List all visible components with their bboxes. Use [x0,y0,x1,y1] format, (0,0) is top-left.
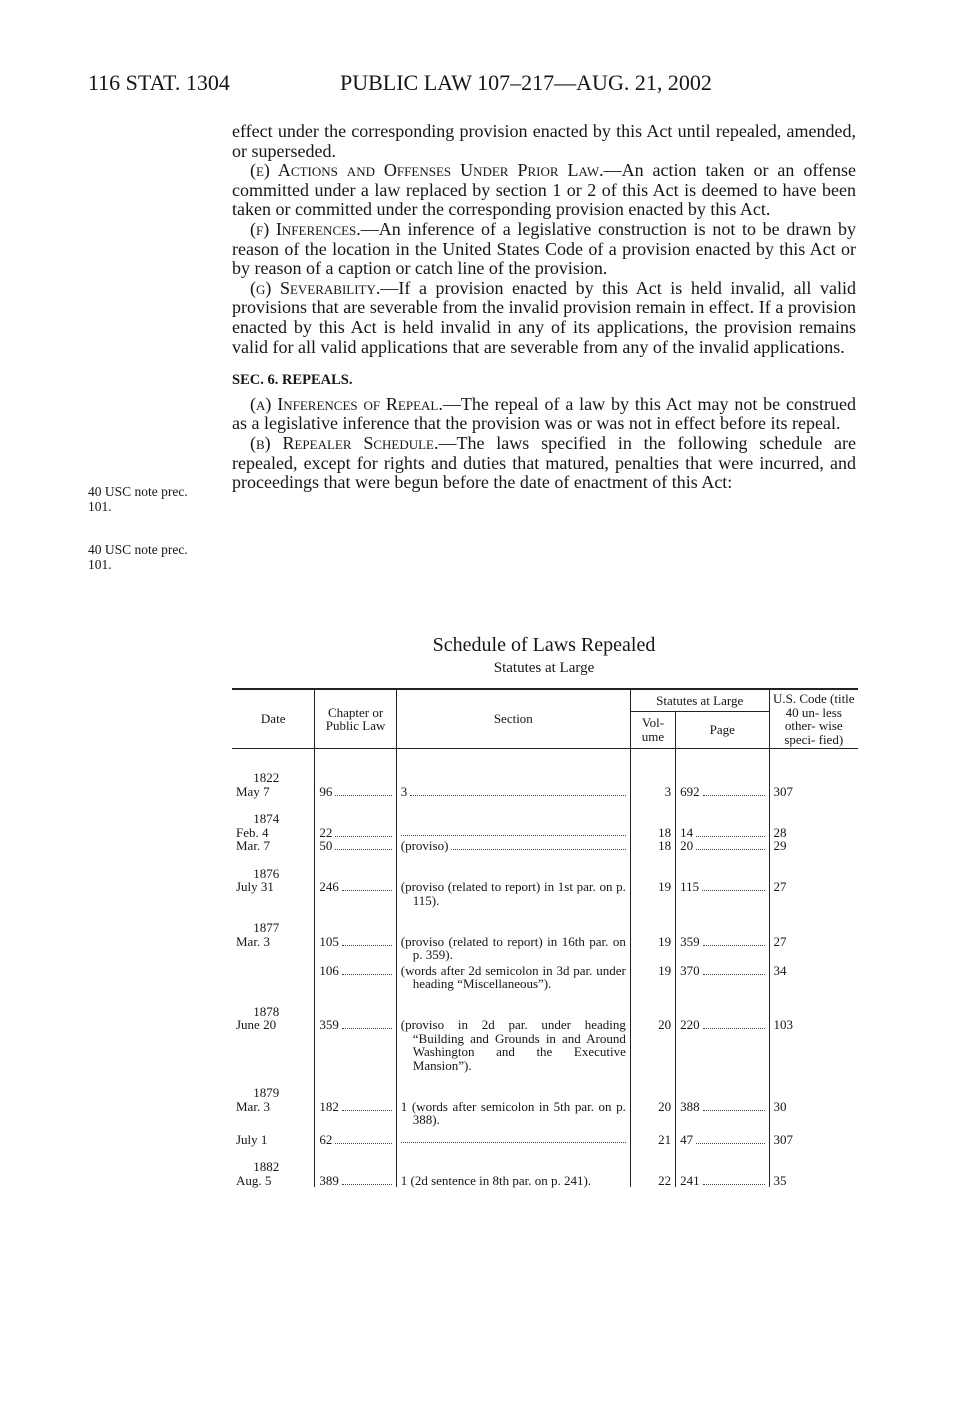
table-row [232,1160,858,1187]
row-year: 1876 [253,865,280,881]
row-chapter: 106 [319,962,339,978]
running-header [88,70,888,106]
row-usc: 27 [773,933,787,949]
row-page: 241 [680,1172,700,1188]
row-chapter: 62 [319,1131,333,1147]
row-chapter: 389 [319,1172,339,1188]
paragraph-f-heading: (f) Inferences. [250,218,361,239]
row-year: 1879 [253,1085,280,1100]
table-spacer [232,749,858,772]
public-law-title: PUBLIC LAW 107–217—AUG. 21, 2002 [340,70,712,95]
stat-page-number: 116 STAT. 1304 [88,70,230,95]
table-row [232,921,858,962]
paragraph-b-text: —The laws specified in the following schedule are repealed, except for rights and duties that matured, penalties that were incurred, and proceedings that were begun before the date of enactment of this Act: [232,432,856,493]
row-section: (words after 2d semicolon in 3d par. under heading “Miscellaneous”). [400,962,626,991]
row-date: Aug. 5 [236,1172,272,1188]
row-date: May 7 [236,783,270,799]
header-section: Section [396,689,630,749]
row-date: Feb. 4 [236,824,269,840]
row-volume: 20 [658,1017,672,1032]
row-date: July 1 [236,1131,268,1147]
row-year: 1878 [253,1003,280,1019]
row-section: 1 (words after semicolon in 5th par. on p. 388). [400,1098,626,1127]
paragraph-e-text: —An action taken or an offense committed under a law replaced by section 1 or 2 of this Act is deemed to have been taken or committed under the corresponding provision enacted by this Act. [232,160,856,220]
row-chapter: 246 [319,879,339,894]
paragraph-a [232,395,856,434]
row-usc: 28 [773,824,787,840]
row-date: Mar. 3 [236,1098,270,1114]
header-us-code: U.S. Code (title 40 un- less other- wise speci- fied) [769,689,858,749]
table-row [232,962,858,991]
row-page: 115 [680,879,700,894]
row-volume: 21 [658,1131,672,1147]
row-section: 3 [400,783,408,799]
row-date: July 31 [236,879,274,894]
paragraph-g-heading: (g) Severability. [250,277,381,298]
row-usc: 27 [773,879,787,894]
table-row [232,1086,858,1127]
table-row [232,1005,858,1073]
row-section: (proviso (related to report) in 1st par. on p. 115). [400,879,626,908]
paragraph-g [232,279,856,357]
row-section: (proviso) [400,838,449,853]
paragraph-e [232,161,856,220]
row-volume: 3 [664,783,672,799]
row-usc: 307 [773,1131,794,1147]
paragraph-a-heading: (a) Inferences of Repeal. [250,393,443,414]
table-header-row [232,689,858,711]
paragraph-e-heading: (e) Actions and Offenses Under Prior Law. [250,160,604,181]
header-date: Date [232,689,315,749]
row-page: 220 [680,1017,700,1032]
section-heading: SEC. 6. REPEALS. [232,372,353,389]
row-chapter: 96 [319,783,333,799]
row-usc: 35 [773,1172,787,1188]
row-volume: 22 [658,1172,672,1188]
table-row [232,839,858,853]
row-section: 1 (2d sentence in 8th par. on p. 241). [400,1172,592,1188]
header-volume: Vol- ume [630,711,675,748]
row-volume: 20 [658,1098,672,1114]
body-text [232,122,856,493]
header-page: Page [676,711,769,748]
row-page: 14 [680,824,694,840]
row-usc: 29 [773,838,787,853]
table-row [232,1127,858,1147]
row-volume: 19 [658,962,672,978]
row-volume: 18 [658,824,672,840]
table-row [232,867,858,908]
margin-note-1: 40 USC note prec. 101. [88,484,188,514]
row-date: Mar. 7 [236,838,270,853]
row-year: 1877 [253,920,280,935]
row-volume: 19 [658,879,672,894]
row-chapter: 105 [319,933,339,949]
row-usc: 34 [773,962,787,978]
row-page: 20 [680,838,694,853]
row-chapter: 182 [319,1098,339,1114]
margin-note-2: 40 USC note prec. 101. [88,542,188,572]
header-chapter: Chapter or Public Law [315,689,396,749]
row-volume: 19 [658,933,672,949]
row-year: 1874 [253,811,280,826]
row-volume: 18 [658,838,672,853]
paragraph-f-text: —An inference of a legislative construction is not to be drawn by reason of the location in the United States Code of a provision enacted by this Act or by reason of a caption or catch line of the provision. [232,218,856,279]
row-date: June 20 [236,1017,277,1032]
row-chapter: 359 [319,1017,339,1032]
schedule-subtitle: Statutes at Large [493,660,595,676]
paragraph-f [232,220,856,279]
row-page: 388 [680,1098,700,1114]
row-page: 370 [680,962,700,978]
paragraph-continuation: effect under the corresponding provision enacted by this Act until repealed, amended, or superseded. [232,121,856,161]
row-section: (proviso in 2d par. under heading “Building and Grounds in and Around Washington and the Executive Mansion”). [400,1017,626,1073]
paragraph-g-text: —If a provision enacted by this Act is held invalid, all valid provisions that are severable from the invalid provision remain in effect. If a provision enacted by this Act is held invalid in any of its applications, the provision remains valid for all valid applications that are severable from any of the invalid applications. [232,277,856,357]
table-row [232,771,858,798]
paragraph-b [232,434,856,493]
table-row [232,812,858,839]
paragraph-a-text: —The repeal of a law by this Act may not be construed as a legislative inference that the provision was or was not in effect before its repeal. [232,393,856,434]
paragraph-b-heading: (b) Repealer Schedule. [250,432,439,453]
row-section: (proviso (related to report) in 16th par. on p. 359). [400,933,626,962]
row-usc: 307 [773,783,794,799]
row-usc: 103 [773,1017,794,1032]
row-page: 47 [680,1131,694,1147]
row-usc: 30 [773,1098,787,1114]
row-year: 1882 [253,1159,280,1174]
row-date: Mar. 3 [236,933,270,949]
header-statutes-at-large: Statutes at Large [630,689,769,711]
row-page: 359 [680,933,700,949]
schedule-title: Schedule of Laws Repealed [432,634,656,656]
row-chapter: 22 [319,824,333,840]
row-year: 1822 [253,770,280,785]
row-page: 692 [680,783,700,799]
repeal-schedule-table [232,688,858,1187]
row-chapter: 50 [319,838,333,853]
